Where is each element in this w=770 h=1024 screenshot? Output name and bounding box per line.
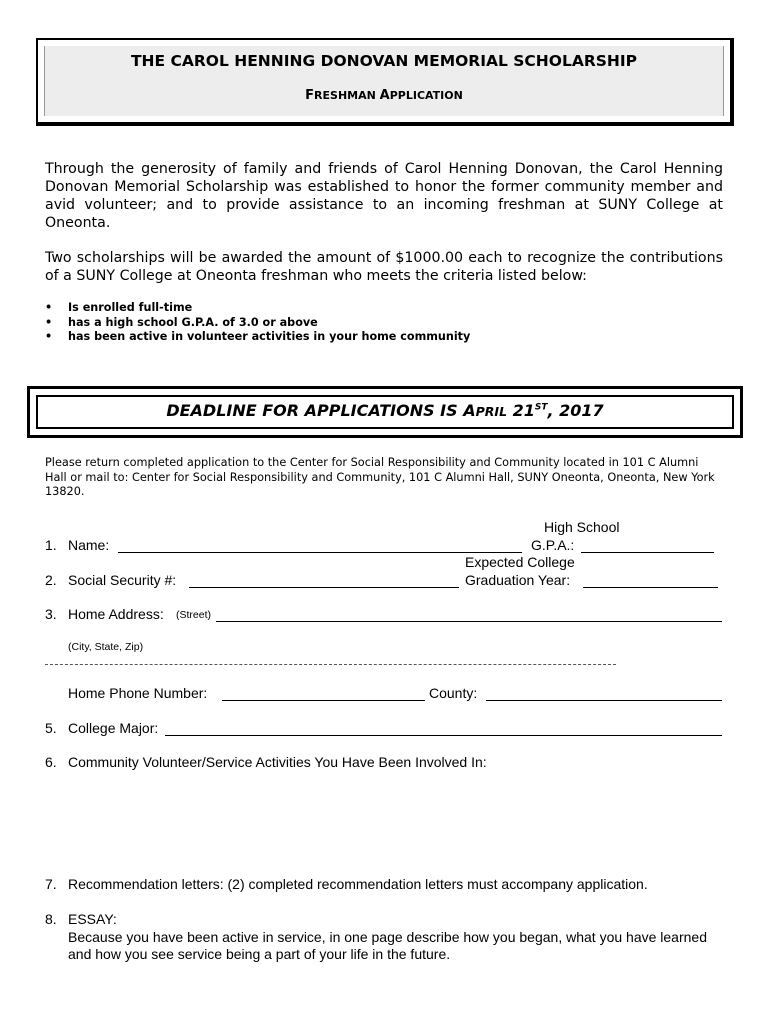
gpa-label-line1: High School [544, 519, 620, 535]
home-phone-label: Home Phone Number: [68, 685, 208, 701]
name-label: Name: [68, 537, 110, 553]
gpa-field[interactable] [581, 552, 714, 553]
county-label: County: [429, 685, 478, 701]
title-box [36, 38, 734, 126]
gpa-label-line2: G.P.A.: [531, 537, 575, 553]
return-instructions: Please return completed application to the Center for Social Responsibility and Community located in 101 C Alumni Hall or mail to: Center for Social Responsibility and Community, 101 C Alumni Hall, SUNY Oneonta, Oneonta, New York 13820. [45, 456, 715, 498]
criteria-list [45, 301, 725, 345]
recommendation-letters-text: Recommendation letters: (2) completed recommendation letters must accompany application. [68, 876, 648, 892]
q7-number: 7. [45, 876, 57, 892]
county-field[interactable] [486, 700, 722, 701]
q6-number: 6. [45, 754, 57, 770]
q1-number: 1. [45, 537, 57, 553]
essay-label: ESSAY: [68, 911, 117, 927]
home-phone-field[interactable] [222, 700, 425, 701]
application-subtitle: FRESHMAN APPLICATION [305, 88, 463, 103]
college-major-label: College Major: [68, 720, 159, 736]
city-state-zip-field[interactable] [45, 664, 616, 665]
name-field[interactable] [118, 552, 522, 553]
graduation-year-field[interactable] [583, 587, 718, 588]
deadline-box [27, 386, 743, 438]
ssn-field[interactable] [189, 587, 459, 588]
college-major-field[interactable] [165, 735, 722, 736]
city-state-zip-hint: (City, State, Zip) [68, 641, 144, 653]
volunteer-activities-area[interactable] [68, 775, 722, 865]
deadline-text: DEADLINE FOR APPLICATIONS IS APRIL 21ST, 2017 [36, 395, 734, 429]
title-banner [44, 46, 724, 116]
intro-paragraph-1: Through the generosity of family and friends of Carol Henning Donovan, the Carol Henning Donovan Memorial Scholarship was established to honor the former community member and avid volunteer; and to provide assistance to an incoming freshman at SUNY College at Oneonta. [45, 161, 723, 231]
grad-label-line2: Graduation Year: [465, 572, 571, 588]
criteria-item: • Is enrolled full-time [45, 301, 193, 314]
volunteer-activities-label: Community Volunteer/Service Activities You Have Been Involved In: [68, 754, 487, 770]
street-hint: (Street) [176, 609, 212, 621]
intro-paragraph-2: Two scholarships will be awarded the amount of $1000.00 each to recognize the contributions of a SUNY College at Oneonta freshman who meets the criteria listed below: [45, 250, 723, 284]
q5-number: 5. [45, 720, 57, 736]
q3-number: 3. [45, 606, 57, 622]
essay-prompt: Because you have been active in service, in one page describe how you began, what you have learned and how you see service being a part of your life in the future. [68, 929, 707, 962]
q8-number: 8. [45, 911, 57, 927]
criteria-item: • has a high school G.P.A. of 3.0 or above [45, 315, 318, 329]
scholarship-title: THE CAROL HENNING DONOVAN MEMORIAL SCHOLARSHIP [130, 52, 638, 70]
grad-label-line1: Expected College [465, 554, 575, 570]
home-address-label: Home Address: [68, 606, 164, 622]
criteria-item: • has been active in volunteer activities in your home community [45, 330, 471, 343]
ssn-label: Social Security #: [68, 572, 177, 588]
street-field[interactable] [216, 621, 722, 622]
q2-number: 2. [45, 572, 57, 588]
